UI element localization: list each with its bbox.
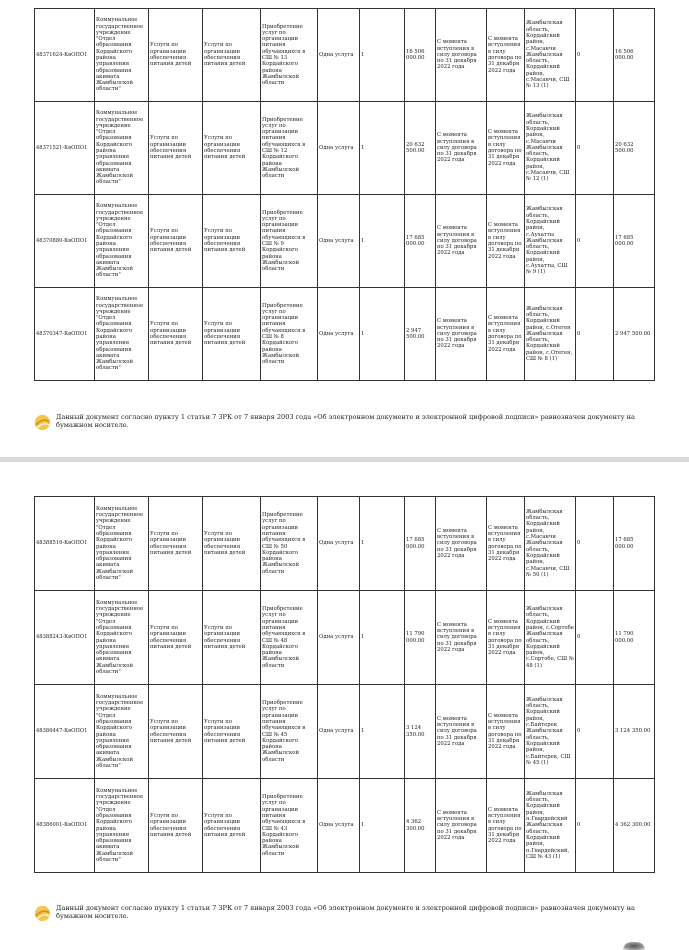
cell-price: 4 362 300.00	[405, 779, 436, 873]
egov-logo-icon	[34, 905, 51, 922]
cell-unit: Одна услуга	[318, 497, 360, 591]
cell-price: 17 685 000.00	[405, 195, 436, 288]
notice-text: Данный документ согласно пункту 1 статьи 7 ЗРК от 7 января 2003 года «Об электронном документе и электронной цифровой подписи» равнозначен документу на бумажном носителе.	[56, 904, 635, 921]
cell-unit: Одна услуга	[318, 195, 360, 288]
cell-description: Приобретение услуг по организации питания обучающихся в СШ № 8 Кордайского района Жамбылской области	[261, 288, 318, 381]
cell-service-name: Услуги по организации обеспечения питания детей	[149, 779, 203, 873]
cell-quantity: 1	[360, 779, 405, 873]
cell-price: 11 790 000.00	[405, 591, 436, 685]
cell-unit: Одна услуга	[318, 591, 360, 685]
cell-id: 48386447-КвОПО1	[35, 685, 95, 779]
cell-id: 48370880-КвОПО1	[35, 195, 95, 288]
cell-service-short: Услуги по организации обеспечения питания детей	[203, 195, 261, 288]
cell-start-term: С момента вступления в силу договора по 31 декабря 2022 года	[436, 288, 487, 381]
cell-place: Жамбылская область, Кордайский район, п.Гвардейский Жамбылская область, Кордайский район, п.Гвардейский, СШ № 43 (1)	[525, 779, 576, 873]
cell-customer: Коммунальное государственное учреждение "Отдел образования Кордайского района управления образования акимата Жамбылской области"	[95, 685, 149, 779]
cell-start-term: С момента вступления в силу договора по 31 декабря 2022 года	[436, 779, 487, 873]
cell-total: 17 685 000.00	[614, 497, 655, 591]
cell-unit: Одна услуга	[318, 779, 360, 873]
table-row	[35, 9, 655, 102]
cell-id: 48371624-КвОПО1	[35, 9, 95, 102]
cell-start-term: С момента вступления в силу договора по 31 декабря 2022 года	[436, 497, 487, 591]
cell-advance: 0	[576, 779, 614, 873]
table-row	[35, 102, 655, 195]
procurement-table-1	[34, 8, 655, 381]
table-row	[35, 497, 655, 591]
cell-delivery-term: С момента вступления в силу договора по 31 декабря 2022 года	[487, 685, 525, 779]
cell-start-term: С момента вступления в силу договора по 31 декабря 2022 года	[436, 195, 487, 288]
cell-customer: Коммунальное государственное учреждение "Отдел образования Кордайского района управления образования акимата Жамбылской области"	[95, 779, 149, 873]
procurement-table-2	[34, 496, 655, 873]
cell-customer: Коммунальное государственное учреждение "Отдел образования Кордайского района управления образования акимата Жамбылской области"	[95, 195, 149, 288]
cell-advance: 0	[576, 591, 614, 685]
cell-price: 16 506 000.00	[405, 9, 436, 102]
table-row	[35, 591, 655, 685]
table-row	[35, 685, 655, 779]
cell-description: Приобретение услуг по организации питания обучающихся в СШ № 50 Кордайского района Жамбылской области	[261, 497, 318, 591]
cell-place: Жамбылская область, Кордайский район, с.Сортобе Жамбылская область, Кордайский район, с.Сортобе, СШ № 48 (1)	[525, 591, 576, 685]
cell-service-name: Услуги по организации обеспечения питания детей	[149, 102, 203, 195]
cell-service-name: Услуги по организации обеспечения питания детей	[149, 591, 203, 685]
cell-customer: Коммунальное государственное учреждение "Отдел образования Кордайского района управления образования акимата Жамбылской области"	[95, 102, 149, 195]
cell-customer: Коммунальное государственное учреждение "Отдел образования Кордайского района управления образования акимата Жамбылской области"	[95, 497, 149, 591]
cell-place: Жамбылская область, Кордайский район, с.Масанчи Жамбылская область, Кордайский район, с.Масанчи, СШ № 12 (1)	[525, 102, 576, 195]
cell-id: 48388243-КвОПО1	[35, 591, 95, 685]
cell-service-name: Услуги по организации обеспечения питания детей	[149, 9, 203, 102]
cell-service-name: Услуги по организации обеспечения питания детей	[149, 685, 203, 779]
cell-advance: 0	[576, 102, 614, 195]
cell-id: 48386001-КвОПО1	[35, 779, 95, 873]
cell-service-name: Услуги по организации обеспечения питания детей	[149, 288, 203, 381]
cell-price: 20 632 500.00	[405, 102, 436, 195]
cell-description: Приобретение услуг по организации питания обучающихся в СШ № 12 Кордайского района Жамбылской области	[261, 102, 318, 195]
document-page-2	[0, 462, 689, 950]
cell-service-short: Услуги по организации обеспечения питания детей	[203, 685, 261, 779]
cell-quantity: 1	[360, 288, 405, 381]
cell-customer: Коммунальное государственное учреждение "Отдел образования Кордайского района управления образования акимата Жамбылской области"	[95, 9, 149, 102]
cell-advance: 0	[576, 497, 614, 591]
cell-description: Приобретение услуг по организации питания обучающихся в СШ № 13 Кордайского района Жамбылской области	[261, 9, 318, 102]
cell-service-short: Услуги по организации обеспечения питания детей	[203, 779, 261, 873]
cell-service-name: Услуги по организации обеспечения питания детей	[149, 195, 203, 288]
cell-quantity: 1	[360, 102, 405, 195]
cell-service-name: Услуги по организации обеспечения питания детей	[149, 497, 203, 591]
cell-price: 17 685 000.00	[405, 497, 436, 591]
cell-unit: Одна услуга	[318, 685, 360, 779]
cell-unit: Одна услуга	[318, 9, 360, 102]
cell-start-term: С момента вступления в силу договора по 31 декабря 2022 года	[436, 102, 487, 195]
cell-place: Жамбылская область, Кордайский район, с.Масанчи Жамбылская область, Кордайский район, с.Масанчи, СШ № 13 (1)	[525, 9, 576, 102]
cell-start-term: С момента вступления в силу договора по 31 декабря 2022 года	[436, 591, 487, 685]
page-edge-mark	[623, 942, 645, 950]
cell-service-short: Услуги по организации обеспечения питания детей	[203, 288, 261, 381]
cell-delivery-term: С момента вступления в силу договора по 31 декабря 2022 года	[487, 779, 525, 873]
cell-total: 20 632 500.00	[614, 102, 655, 195]
cell-id: 48371521-КвОПО1	[35, 102, 95, 195]
cell-place: Жамбылская область, Кордайский район, с.Масанчи Жамбылская область, Кордайский район, с.Масанчи, СШ № 50 (1)	[525, 497, 576, 591]
cell-advance: 0	[576, 288, 614, 381]
cell-price: 3 124 350.00	[405, 685, 436, 779]
cell-delivery-term: С момента вступления в силу договора по 31 декабря 2022 года	[487, 195, 525, 288]
cell-advance: 0	[576, 9, 614, 102]
cell-delivery-term: С момента вступления в силу договора по 31 декабря 2022 года	[487, 288, 525, 381]
table-row	[35, 195, 655, 288]
table-row	[35, 288, 655, 381]
cell-customer: Коммунальное государственное учреждение "Отдел образования Кордайского района управления образования акимата Жамбылской области"	[95, 591, 149, 685]
cell-service-short: Услуги по организации обеспечения питания детей	[203, 497, 261, 591]
cell-service-short: Услуги по организации обеспечения питания детей	[203, 9, 261, 102]
table-row	[35, 779, 655, 873]
cell-id: 48388516-КвОПО1	[35, 497, 95, 591]
cell-delivery-term: С момента вступления в силу договора по 31 декабря 2022 года	[487, 591, 525, 685]
cell-place: Жамбылская область, Кордайский район, с.Отеген Жамбылская область, Кордайский район, с.Отеген, СШ № 8 (1)	[525, 288, 576, 381]
cell-customer: Коммунальное государственное учреждение "Отдел образования Кордайского района управления образования акимата Жамбылской области"	[95, 288, 149, 381]
cell-total: 16 506 000.00	[614, 9, 655, 102]
cell-place: Жамбылская область, Кордайский район, с.Аухатты Жамбылская область, Кордайский район, с.Аухатты, СШ № 9 (1)	[525, 195, 576, 288]
cell-description: Приобретение услуг по организации питания обучающихся в СШ № 9 Кордайского района Жамбылской области	[261, 195, 318, 288]
notice-text: Данный документ согласно пункту 1 статьи 7 ЗРК от 7 января 2003 года «Об электронном документе и электронной цифровой подписи» равнозначен документу на бумажном носителе.	[56, 413, 635, 430]
cell-id: 48370347-КвОПО1	[35, 288, 95, 381]
cell-price: 2 947 500.00	[405, 288, 436, 381]
cell-total: 2 947 500.00	[614, 288, 655, 381]
cell-service-short: Услуги по организации обеспечения питания детей	[203, 591, 261, 685]
cell-quantity: 1	[360, 195, 405, 288]
cell-delivery-term: С момента вступления в силу договора по 31 декабря 2022 года	[487, 497, 525, 591]
cell-advance: 0	[576, 685, 614, 779]
cell-quantity: 1	[360, 497, 405, 591]
cell-total: 11 790 000.00	[614, 591, 655, 685]
egov-logo-icon	[34, 414, 51, 431]
cell-quantity: 1	[360, 9, 405, 102]
cell-quantity: 1	[360, 591, 405, 685]
cell-description: Приобретение услуг по организации питания обучающихся в СШ № 48 Кордайского района Жамбылской области	[261, 591, 318, 685]
cell-delivery-term: С момента вступления в силу договора по 31 декабря 2022 года	[487, 102, 525, 195]
cell-quantity: 1	[360, 685, 405, 779]
cell-place: Жамбылская область, Кордайский район, с.Байтерек Жамбылская область, Кордайский район, с.Байтерек, СШ № 45 (1)	[525, 685, 576, 779]
cell-description: Приобретение услуг по организации питания обучающихся в СШ № 43 Кордайского района Жамбылской области	[261, 779, 318, 873]
cell-unit: Одна услуга	[318, 102, 360, 195]
cell-advance: 0	[576, 195, 614, 288]
cell-delivery-term: С момента вступления в силу договора по 31 декабря 2022 года	[487, 9, 525, 102]
document-page-1	[0, 0, 689, 457]
cell-unit: Одна услуга	[318, 288, 360, 381]
cell-start-term: С момента вступления в силу договора по 31 декабря 2022 года	[436, 9, 487, 102]
cell-start-term: С момента вступления в силу договора по 31 декабря 2022 года	[436, 685, 487, 779]
cell-total: 17 685 000.00	[614, 195, 655, 288]
cell-service-short: Услуги по организации обеспечения питания детей	[203, 102, 261, 195]
cell-total: 3 124 350.00	[614, 685, 655, 779]
cell-total: 4 362 300.00	[614, 779, 655, 873]
cell-description: Приобретение услуг по организации питания обучающихся в СШ № 45 Кордайского района Жамбылской области	[261, 685, 318, 779]
